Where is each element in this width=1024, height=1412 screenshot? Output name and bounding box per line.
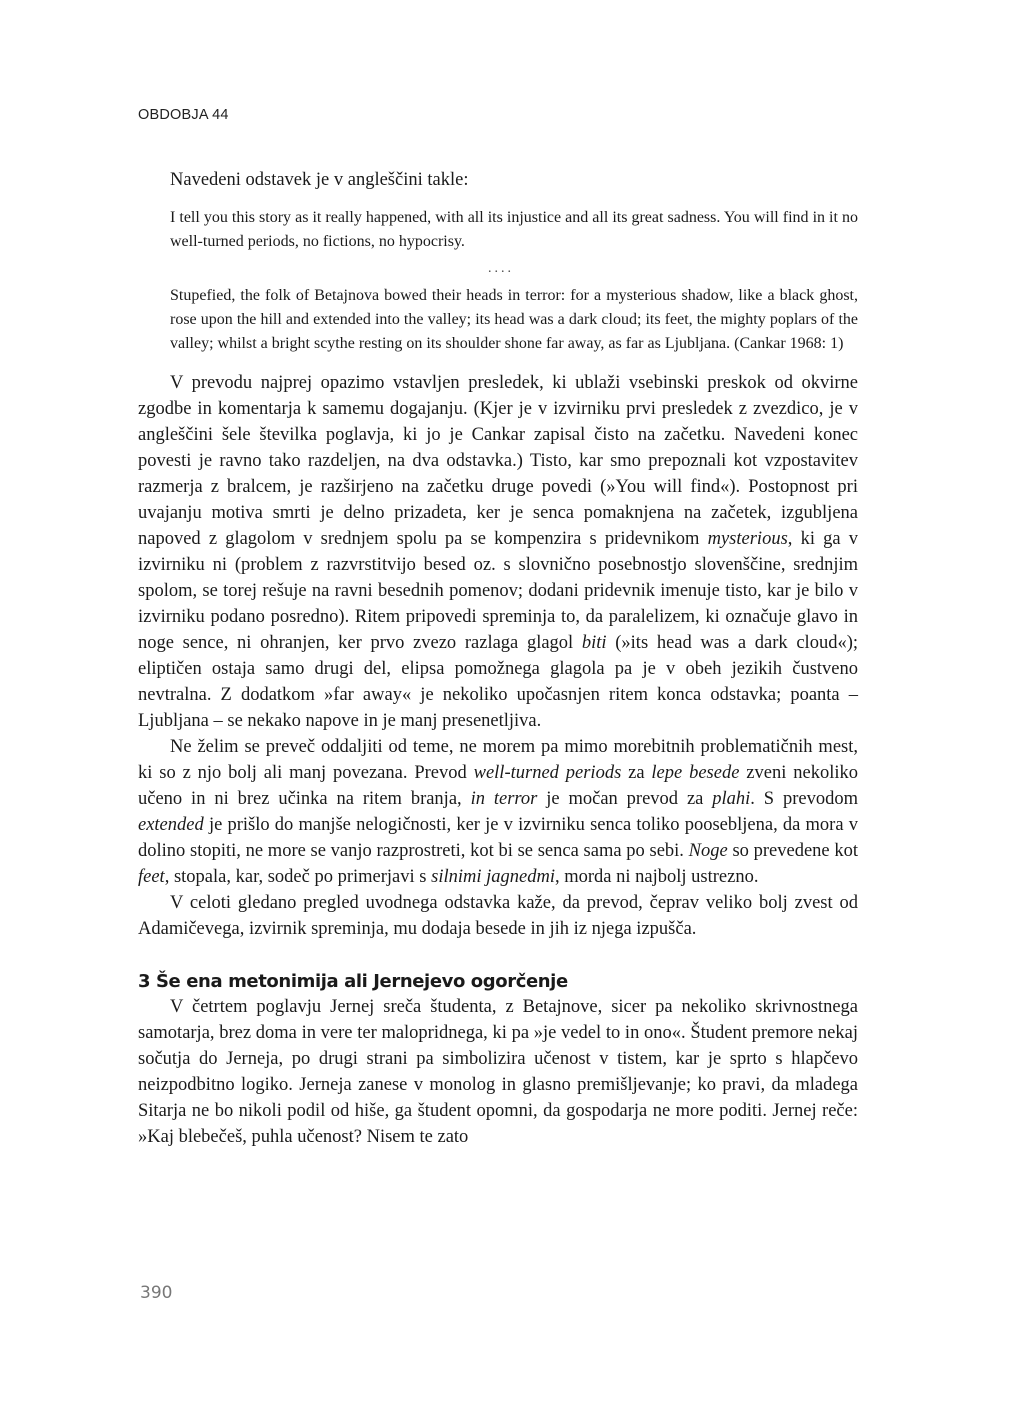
emphasis: plahi — [712, 789, 751, 809]
text-run: . S prevodom — [750, 789, 858, 809]
text-run: , morda ni najbolj ustrezno. — [554, 867, 759, 887]
text-run: V prevodu najprej opazimo vstavljen presledek, ki ublaži vsebinski preskok od okvirne zgodbe in komentarja k samemu dogajanju. (Kjer je v izvirniku prvi presledek z zvezdico, je v angleščini šele številka poglavja, ki jo je Cankar zapisal čisto na začetku. Navedeni konec povesti je ravno tako razdeljen, na dva odstavka.) Tisto, kar smo prepoznali kot vzpostavitev razmerja z bralcem, je razširjeno na začetku druge povedi (»You will find«). Postopnost pri uvajanju motiva smrti je delno prizadeta, ker je senca pomaknjena na začetek, izgubljena napoved z glagolom v srednjem spolu pa se kompenzira s pridevnikom — [138, 373, 858, 549]
text-run: so prevedene kot — [727, 841, 858, 861]
section-heading: 3 Še ena metonimija ali Jernejevo ogorčenje — [138, 971, 568, 992]
text-run: , ki ga v izvirniku ni (problem z razvrstitvijo besed oz. s slovnično posebnostjo slovenščine, srednjim spolom, se torej rešuje na ravni besednih pomenov; dodani pridevnik imenuje tisto, kar je bilo v izvirniku podano posredno). Ritem pripovedi spreminja to, da paralelizem, ki označuje glavo in noge sence, ni ohranjen, ker prvo zvezo razlaga glagol — [138, 529, 858, 653]
block-quote-paragraph-1: I tell you this story as it really happened, with all its injustice and all its great sadness. You will find in it no well-turned periods, no fictions, no hypocrisy. — [170, 209, 858, 250]
text-run: je prišlo do manjše nelogičnosti, ker je v izvirniku senca toliko poosebljena, da mora v dolino stopiti, ne more se vanjo razprostreti, kot bi se senca sama po sebi. — [138, 815, 858, 861]
page-number: 390 — [140, 1283, 173, 1303]
body-paragraph-2 — [138, 734, 858, 890]
page-content — [138, 168, 858, 1150]
emphasis: well-turned periods — [473, 763, 622, 783]
emphasis: silnimi jagnedmi — [431, 867, 555, 887]
emphasis: extended — [138, 815, 204, 835]
emphasis: feet — [138, 867, 165, 887]
text-run: , stopala, kar, sodeč po primerjavi s — [164, 867, 432, 887]
text-run: za — [621, 763, 652, 783]
emphasis: biti — [581, 633, 607, 653]
text-run: je močan prevod za — [537, 789, 713, 809]
block-quote-paragraph-2: Stupefied, the folk of Betajnova bowed their heads in terror: for a mysterious shadow, like a black ghost, rose upon the hill and extended into the valley; its head was a dark cloud; its feet, the mighty poplars of the valley; whilst a bright scythe resting on its shoulder shone far away, as far as Ljubljana. (Cankar 1968: 1) — [170, 287, 858, 352]
body-paragraph-3: V celoti gledano pregled uvodnega odstavka kaže, da prevod, čeprav veliko bolj zvest od Adamičevega, izvirnik spreminja, mu dodaja besede in jih iz njega izpušča. — [138, 893, 858, 939]
intro-sentence: Navedeni odstavek je v angleščini takle: — [170, 170, 469, 190]
running-head: OBDOBJA 44 — [138, 107, 229, 123]
emphasis: Noge — [688, 841, 728, 861]
text-run: Ne želim se preveč oddaljiti od teme, ne morem pa mimo morebitnih problematičnih mest, ki so z njo bolj ali manj povezana. Prevod — [138, 737, 858, 783]
body-paragraph-1 — [138, 370, 858, 734]
emphasis: lepe besede — [651, 763, 740, 783]
section-paragraph-1: V četrtem poglavju Jernej sreča študenta, z Betajnove, sicer pa nekoliko skrivnostnega samotarja, brez doma in vere ter malopridnega, ki pa »je vedel to in ono«. Študent premore nekaj sočutja do Jerneja, po drugi strani pa simbolizira učenost v tistem, kar je sprto s hlapčevo neizpodbitno logiko. Jerneja zanese v monolog in glasno premišljevanje; ko pravi, da mladega Sitarja ne bo nikoli podil od hiše, ga študent opomni, da gospodarja ne more poditi. Jernej reče: »Kaj blebečeš, puhla učenost? Nisem te zato — [138, 997, 858, 1147]
text-run: zveni nekoliko učeno in ni brez učinka na ritem branja, — [138, 763, 858, 809]
emphasis: mysterious — [707, 529, 788, 549]
emphasis: in terror — [470, 789, 538, 809]
text-run: (»its head was a dark cloud«); eliptičen ostaja samo drugi del, elipsa pomožnega glagola pa je v obeh jezikih čustveno nevtralna. Z dodatkom »far away« je nekoliko upočasnjen ritem konca odstavka; poanta – Ljubljana – se nekako napove in je manj presenetljiva. — [138, 633, 858, 731]
quote-separator: .... — [488, 261, 514, 276]
